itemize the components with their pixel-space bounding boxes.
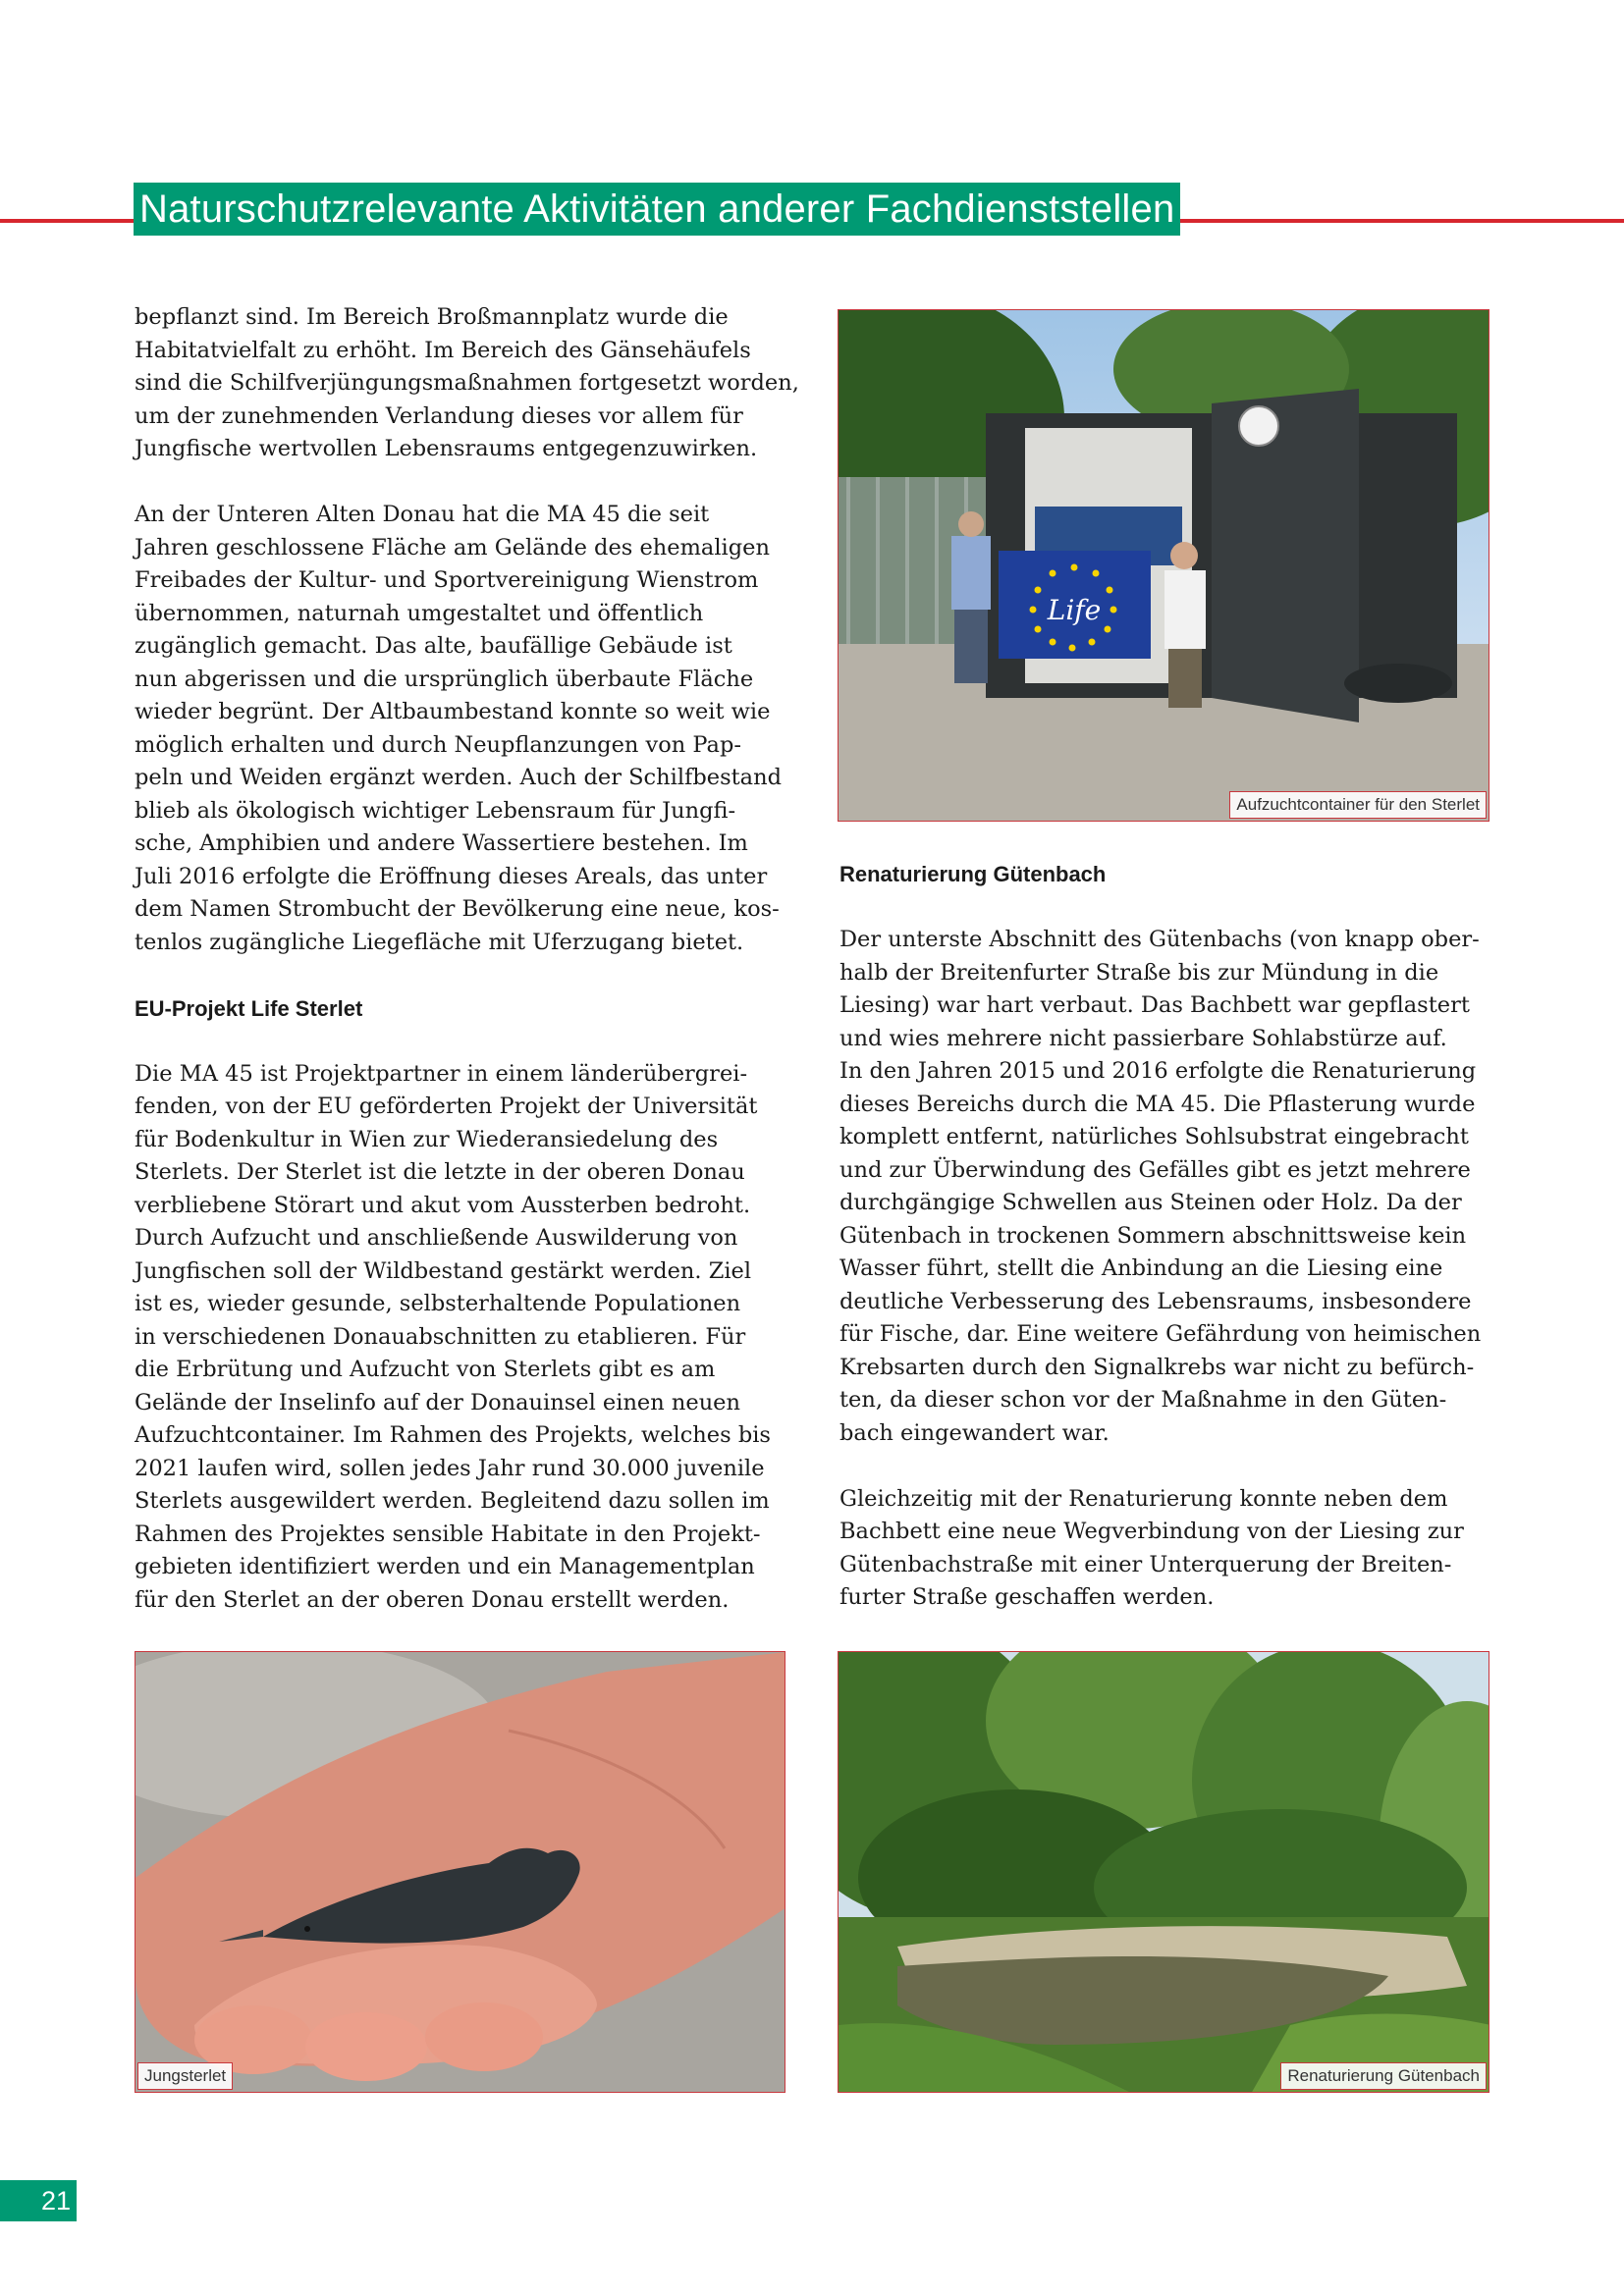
section-heading-guetenbach: Renaturierung Gütenbach (839, 862, 1107, 886)
text-line: nun abgerissen und die ursprünglich überbaute Fläche (135, 666, 754, 692)
text-line: 2021 laufen wird, sollen jedes Jahr rund 30.000 juvenile (135, 1455, 765, 1481)
text-line: An der Unteren Alten Donau hat die MA 45 die seit (135, 502, 710, 527)
photo-aufzuchtcontainer (838, 309, 1489, 822)
text-line: Jungfische wertvollen Lebensraums entgegenzuwirken. (135, 436, 758, 461)
text-line: Rahmen des Projektes sensible Habitate in den Projekt- (135, 1521, 761, 1547)
text-line: Krebsarten durch den Signalkrebs war nicht zu befürch- (839, 1354, 1475, 1380)
text-line: dieses Bereichs durch die MA 45. Die Pflasterung wurde (839, 1091, 1476, 1117)
text-line: zugänglich gemacht. Das alte, baufällige Gebäude ist (135, 633, 732, 659)
text-line: sind die Schilfverjüngungsmaßnahmen fortgesetzt worden, (135, 370, 799, 396)
text-line: tenlos zugängliche Liegefläche mit Uferzugang bietet. (135, 929, 744, 955)
text-line: dem Namen Strombucht der Bevölkerung eine neue, kos- (135, 896, 780, 922)
right-column (839, 858, 1507, 1615)
text-line: die Erbrütung und Aufzucht von Sterlets gibt es am (135, 1357, 716, 1382)
page-number: 21 (0, 2180, 77, 2221)
text-line: übernommen, naturnah umgestaltet und öffentlich (135, 600, 704, 626)
text-line: halb der Breitenfurter Straße bis zur Mündung in die (839, 959, 1439, 986)
text-line: Aufzuchtcontainer. Im Rahmen des Projekts, welches bis (135, 1422, 771, 1448)
left-paragraph-2 (135, 499, 802, 959)
text-line: in verschiedenen Donauabschnitten zu etablieren. Für (135, 1323, 746, 1350)
right-paragraph-1 (839, 924, 1507, 1450)
flag-text: Life (1047, 594, 1102, 626)
text-line: verbliebene Störart und akut vom Aussterben bedroht. (135, 1192, 751, 1218)
text-line: Sterlets. Der Sterlet ist die letzte in der oberen Donau (135, 1159, 745, 1185)
text-line: fenden, von der EU geförderten Projekt der Universität (135, 1094, 758, 1119)
text-line: Juli 2016 erfolgte die Eröffnung dieses Areals, das unter (135, 863, 768, 889)
text-line: sche, Amphibien und andere Wassertiere bestehen. Im (135, 830, 748, 856)
text-line: Der unterste Abschnitt des Gütenbachs (von knapp ober- (839, 927, 1480, 952)
text-line: durchgängige Schwellen aus Steinen oder Holz. Da der (839, 1190, 1462, 1215)
text-line: gebieten identifiziert werden und ein Managementplan (135, 1554, 755, 1579)
text-line: um der zunehmenden Verlandung dieses vor allem für (135, 402, 743, 429)
text-line: Gelände der Inselinfo auf der Donauinsel einen neuen (135, 1389, 740, 1415)
text-line: für den Sterlet an der oberen Donau erstellt werden. (135, 1586, 730, 1613)
text-line: Die MA 45 ist Projektpartner in einem länderübergrei- (135, 1060, 748, 1087)
left-paragraph-1 (135, 301, 802, 466)
text-line: Habitatvielfalt zu erhöht. Im Bereich des Gänsehäufels (135, 337, 751, 363)
photo-caption: Aufzuchtcontainer für den Sterlet (1229, 791, 1487, 819)
text-line: Sterlets ausgewildert werden. Begleitend dazu sollen im (135, 1488, 770, 1514)
text-line: möglich erhalten und durch Neupflanzungen von Pap- (135, 731, 741, 758)
text-line: Freibades der Kultur- und Sportvereinigung Wienstrom (135, 567, 759, 593)
photo-caption: Renaturierung Gütenbach (1280, 2062, 1487, 2090)
text-line: bach eingewandert war. (839, 1419, 1110, 1446)
text-line: Bachbett eine neue Wegverbindung von der Liesing zur (839, 1519, 1464, 1544)
text-line: für Bodenkultur in Wien zur Wiederansiedelung des (135, 1126, 719, 1152)
text-line: Wasser führt, stellt die Anbindung an die Liesing eine (839, 1255, 1443, 1281)
text-line: Jungfischen soll der Wildbestand gestärkt werden. Ziel (135, 1257, 752, 1284)
text-line: furter Straße geschaffen werden. (839, 1584, 1215, 1610)
text-line: wieder begrünt. Der Altbaumbestand konnte so weit wie (135, 699, 771, 724)
text-line: Gütenbach in trockenen Sommern abschnittsweise kein (839, 1222, 1467, 1249)
text-line: peln und Weiden ergänzt werden. Auch der Schilfbestand (135, 765, 782, 790)
text-line: Liesing) war hart verbaut. Das Bachbett war gepflastert (839, 992, 1470, 1018)
text-line: ten, da dieser schon vor der Maßnahme in den Güten- (839, 1387, 1447, 1413)
text-line: In den Jahren 2015 und 2016 erfolgte die Renaturierung (839, 1058, 1477, 1084)
text-line: und zur Überwindung des Gefälles gibt es jetzt mehrere (839, 1156, 1471, 1183)
container-illustration (839, 310, 1489, 822)
text-line: Durch Aufzucht und anschließende Auswilderung von (135, 1225, 738, 1251)
left-column (135, 301, 802, 1617)
text-line: Gleichzeitig mit der Renaturierung konnte neben dem (839, 1485, 1448, 1512)
text-line: komplett entfernt, natürliches Sohlsubstrat eingebracht (839, 1124, 1469, 1149)
text-line: ist es, wieder gesunde, selbsterhaltende Populationen (135, 1291, 741, 1316)
photo-renaturierung-guetenbach (838, 1651, 1489, 2093)
text-line: und wies mehrere nicht passierbare Sohlabstürze auf. (839, 1025, 1447, 1051)
text-line: blieb als ökologisch wichtiger Lebensraum für Jungfi- (135, 797, 736, 824)
text-line: bepflanzt sind. Im Bereich Broßmannplatz wurde die (135, 304, 729, 330)
text-line: Gütenbachstraße mit einer Unterquerung der Breiten- (839, 1551, 1452, 1577)
page-title: Naturschutzrelevante Aktivitäten anderer Fachdienststellen (134, 183, 1180, 236)
text-line: Jahren geschlossene Fläche am Gelände des ehemaligen (135, 534, 770, 561)
text-line: deutliche Verbesserung des Lebensraums, insbesondere (839, 1288, 1472, 1314)
photo-caption: Jungsterlet (137, 2062, 233, 2090)
left-paragraph-3 (135, 1058, 802, 1618)
right-paragraph-2 (839, 1483, 1507, 1615)
photo-jungsterlet (135, 1651, 785, 2093)
sterlet-illustration (135, 1652, 785, 2093)
text-line: für Fische, dar. Eine weitere Gefährdung von heimischen (839, 1321, 1482, 1347)
stream-illustration (839, 1652, 1489, 2093)
section-heading-life-sterlet: EU-Projekt Life Sterlet (135, 995, 363, 1021)
